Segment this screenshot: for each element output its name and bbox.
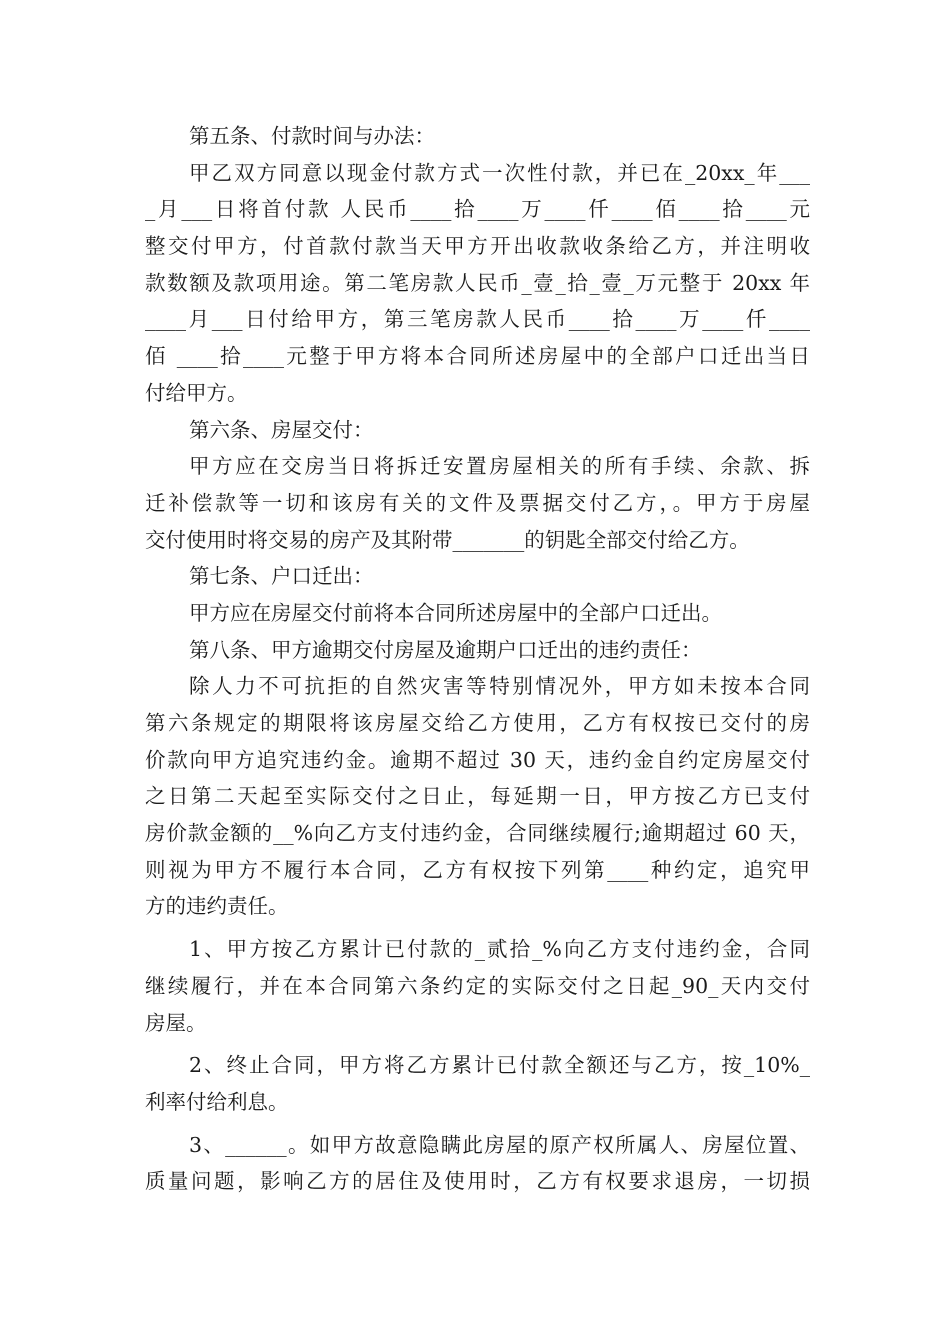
paragraph-line: 房价款金额的__%向乙方支付违约金，合同继续履行;逾期超过 60 天， (145, 821, 810, 846)
paragraph-line: ____月___日付给甲方，第三笔房款人民币____拾____万____仟____ (145, 307, 810, 332)
article-8-heading: 第八条、甲方逾期交付房屋及逾期户口迁出的违约责任： (189, 637, 702, 662)
article-5-heading: 第五条、付款时间与办法： (189, 124, 435, 148)
article-6-heading: 第六条、房屋交付： (189, 417, 374, 442)
paragraph-line: 交付使用时将交易的房产及其附带_______的钥匙全部交付给乙方。 (145, 527, 750, 552)
paragraph-line: 款数额及款项用途。第二笔房款人民币_壹_拾_壹_万元整于 20xx 年 (145, 270, 810, 295)
paragraph-line: 除人力不可抗拒的自然灾害等特别情况外，甲方如未按本合同 (189, 674, 810, 699)
clause-3-line: 3、______。如甲方故意隐瞒此房屋的原产权所属人、房屋位置、 (189, 1132, 810, 1157)
paragraph-line: 利率付给利息。 (145, 1089, 289, 1114)
paragraph-line: 第六条规定的期限将该房屋交给乙方使用，乙方有权按已交付的房 (145, 711, 810, 735)
paragraph-line: _月___日将首付款 人民币____拾____万____仟____佰____拾____元 (145, 197, 810, 222)
paragraph-line: 佰 ____拾____元整于甲方将本合同所述房屋中的全部户口迁出当日 (145, 344, 810, 369)
paragraph-line: 甲方应在房屋交付前将本合同所述房屋中的全部户口迁出。 (189, 600, 722, 625)
paragraph-line: 之日第二天起至实际交付之日止，每延期一日，甲方按乙方已支付 (145, 784, 810, 809)
paragraph-line: 甲乙双方同意以现金付款方式一次性付款，并已在_20xx_年___ (189, 160, 810, 185)
clause-1-line: 1、甲方按乙方累计已付款的_贰拾_%向乙方支付违约金，合同 (189, 937, 810, 962)
clause-2-line: 2、终止合同，甲方将乙方累计已付款全额还与乙方，按_10%_ (189, 1053, 810, 1078)
paragraph-line: 价款向甲方追究违约金。逾期不超过 30 天，违约金自约定房屋交付 (145, 747, 810, 772)
paragraph-line: 迁补偿款等一切和该房有关的文件及票据交付乙方，。甲方于房屋 (145, 490, 810, 515)
paragraph-line: 质量问题，影响乙方的居住及使用时，乙方有权要求退房，一切损 (145, 1169, 810, 1194)
paragraph-line: 继续履行，并在本合同第六条约定的实际交付之日起_90_天内交付 (145, 973, 810, 998)
paragraph-line: 则视为甲方不履行本合同，乙方有权按下列第____种约定，追究甲 (145, 857, 810, 882)
paragraph-line: 房屋。 (145, 1010, 207, 1035)
paragraph-line: 甲方应在交房当日将拆迁安置房屋相关的所有手续、余款、拆 (189, 454, 810, 479)
article-7-heading: 第七条、户口迁出： (189, 564, 374, 589)
contract-text (145, 118, 810, 1200)
paragraph-line: 方的违约责任。 (145, 894, 289, 919)
paragraph-line: 整交付甲方，付首款付款当天甲方开出收款收条给乙方，并注明收 (145, 234, 810, 259)
paragraph-line: 付给甲方。 (145, 380, 248, 405)
